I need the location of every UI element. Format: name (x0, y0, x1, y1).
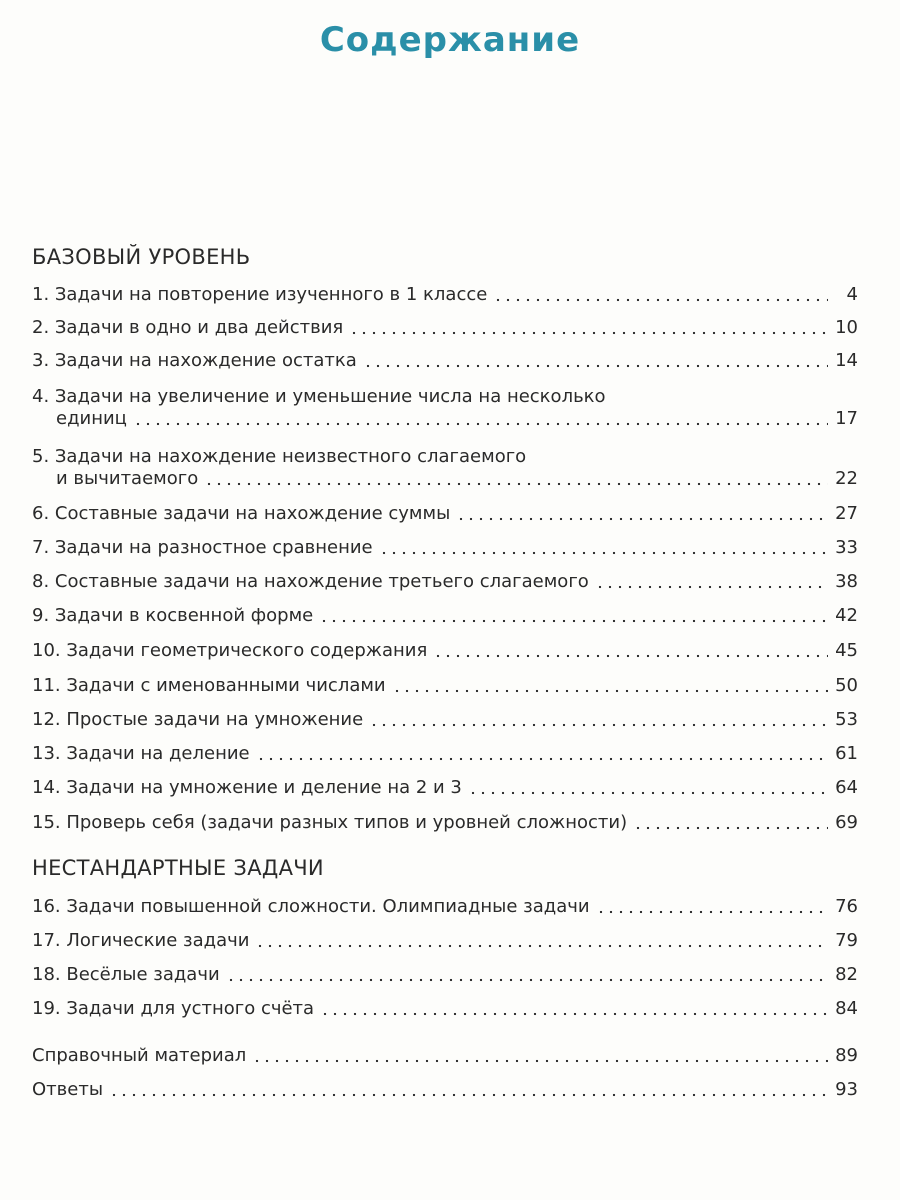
toc-entry-title: 1. Задачи на повторение изученного в 1 классе (32, 284, 488, 305)
toc-entry-title: Ответы (32, 1079, 104, 1100)
toc-entry-page: 10 (835, 317, 858, 338)
toc-entry-page: 89 (835, 1045, 858, 1066)
dot-leader (392, 689, 828, 693)
toc-entry[interactable] (32, 743, 858, 765)
toc-entry-answers[interactable] (32, 1079, 858, 1101)
dot-leader (468, 791, 828, 795)
toc-entry[interactable] (32, 350, 858, 372)
toc-entry-page: 22 (835, 468, 858, 489)
toc-entry[interactable] (32, 964, 858, 986)
toc-entry-page: 82 (835, 964, 858, 985)
toc-entry[interactable] (32, 386, 858, 430)
toc-entry-title-cont: и вычитаемого (56, 468, 199, 489)
toc-entry[interactable] (32, 812, 858, 834)
dot-leader (204, 482, 828, 486)
toc-entry-title: 16. Задачи повышенной сложности. Олимпиадные задачи (32, 896, 590, 917)
toc-entry-title: 11. Задачи с именованными числами (32, 675, 386, 696)
toc-entry-page: 4 (846, 284, 858, 305)
toc-entry-page: 76 (835, 896, 858, 917)
toc-entry-title: 8. Составные задачи на нахождение третьего слагаемого (32, 571, 589, 592)
toc-entry-page: 42 (835, 605, 858, 626)
toc-entry-title: 5. Задачи на нахождение неизвестного слагаемого (32, 446, 527, 467)
toc-entry-title: 4. Задачи на увеличение и уменьшение числа на несколько (32, 386, 606, 407)
toc-entry-page: 50 (835, 675, 858, 696)
dot-leader (109, 1093, 828, 1097)
dot-leader (255, 944, 828, 948)
dot-leader (369, 723, 828, 727)
toc-entry-page: 33 (835, 537, 858, 558)
dot-leader (633, 826, 828, 830)
toc-entry-page: 79 (835, 930, 858, 951)
toc-entry-title: 12. Простые задачи на умножение (32, 709, 364, 730)
toc-entry-page: 93 (835, 1079, 858, 1100)
toc-entry-title: 3. Задачи на нахождение остатка (32, 350, 357, 371)
dot-leader (349, 331, 828, 335)
dot-leader (433, 654, 828, 658)
section-heading-basic: БАЗОВЫЙ УРОВЕНЬ (32, 245, 251, 269)
toc-entry-reference[interactable] (32, 1045, 858, 1067)
toc-entry[interactable] (32, 284, 858, 306)
dot-leader (456, 517, 828, 521)
toc-entry-title: 6. Составные задачи на нахождение суммы (32, 503, 451, 524)
toc-entry-page: 61 (835, 743, 858, 764)
toc-entry[interactable] (32, 605, 858, 627)
dot-leader (133, 422, 828, 426)
toc-entry[interactable] (32, 317, 858, 339)
dot-leader (596, 910, 828, 914)
toc-entry[interactable] (32, 777, 858, 799)
toc-entry-title: 10. Задачи геометрического содержания (32, 640, 428, 661)
toc-entry-page: 64 (835, 777, 858, 798)
toc-entry[interactable] (32, 571, 858, 593)
toc-entry-page: 27 (835, 503, 858, 524)
toc-entry-title-cont: единиц (56, 408, 127, 429)
toc-entry-page: 38 (835, 571, 858, 592)
dot-leader (226, 978, 828, 982)
dot-leader (252, 1059, 828, 1063)
toc-entry[interactable] (32, 446, 858, 490)
dot-leader (320, 1012, 828, 1016)
toc-entry-title: 2. Задачи в одно и два действия (32, 317, 344, 338)
toc-entry-title: 18. Весёлые задачи (32, 964, 220, 985)
toc-entry[interactable] (32, 896, 858, 918)
toc-entry-title: 19. Задачи для устного счёта (32, 998, 315, 1019)
toc-entry-title: 17. Логические задачи (32, 930, 250, 951)
toc-entry[interactable] (32, 640, 858, 662)
toc-entry-title: 15. Проверь себя (задачи разных типов и уровней сложности) (32, 812, 628, 833)
dot-leader (595, 585, 828, 589)
dot-leader (493, 298, 828, 302)
toc-entry-title: 14. Задачи на умножение и деление на 2 и 3 (32, 777, 462, 798)
toc-entry-page: 17 (835, 408, 858, 429)
toc-entry-title: 9. Задачи в косвенной форме (32, 605, 314, 626)
toc-entry-title: Справочный материал (32, 1045, 247, 1066)
dot-leader (379, 551, 828, 555)
toc-entry-page: 69 (835, 812, 858, 833)
toc-entry-title: 7. Задачи на разностное сравнение (32, 537, 373, 558)
toc-entry[interactable] (32, 709, 858, 731)
toc-entry[interactable] (32, 675, 858, 697)
toc-entry-page: 53 (835, 709, 858, 730)
toc-entry-page: 45 (835, 640, 858, 661)
toc-entry-title: 13. Задачи на деление (32, 743, 250, 764)
toc-entry-page: 84 (835, 998, 858, 1019)
section-heading-nonstandard: НЕСТАНДАРТНЫЕ ЗАДАЧИ (32, 856, 324, 880)
dot-leader (256, 757, 828, 761)
dot-leader (319, 619, 828, 623)
toc-entry[interactable] (32, 998, 858, 1020)
toc-entry[interactable] (32, 503, 858, 525)
dot-leader (363, 364, 828, 368)
page-title: Содержание (319, 20, 581, 60)
toc-entry[interactable] (32, 930, 858, 952)
toc-entry-page: 14 (835, 350, 858, 371)
toc-entry[interactable] (32, 537, 858, 559)
